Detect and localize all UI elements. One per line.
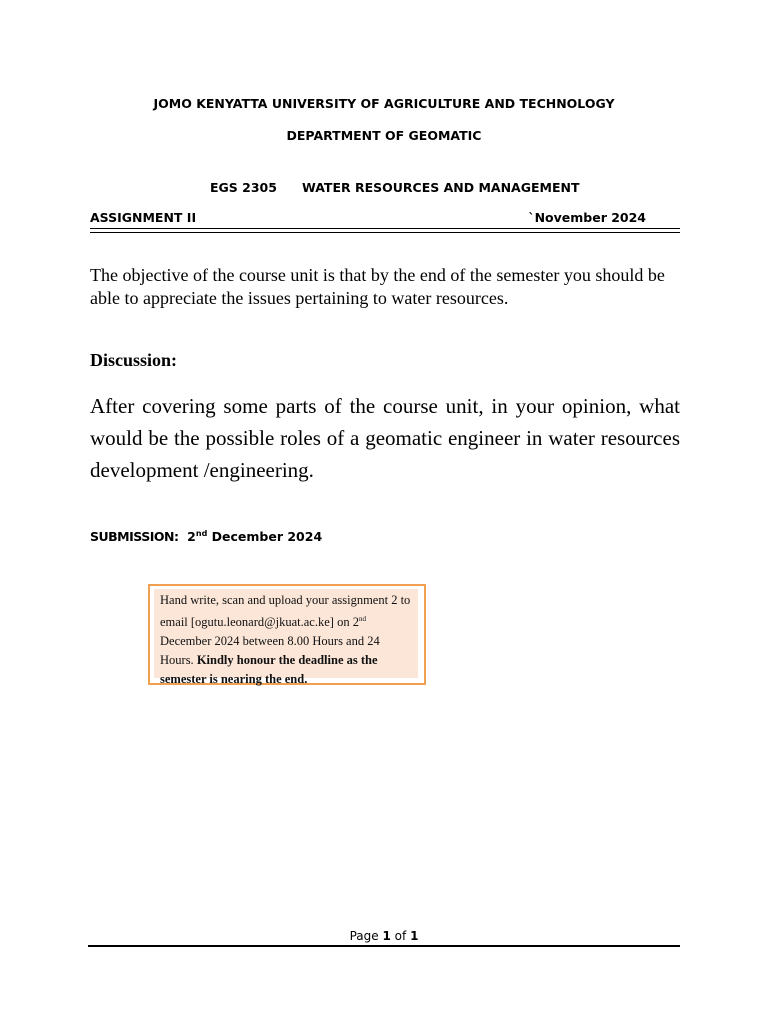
assignment-date: `November 2024 <box>528 210 646 225</box>
submission-label: SUBMISSION: <box>90 529 179 544</box>
discussion-question: After covering some parts of the course unit, in your opinion, what would be the possible roles of a geomatic engineer in water resources development /engineering. <box>90 394 680 482</box>
submission-notice-text <box>154 589 418 686</box>
course-title: WATER RESOURCES AND MANAGEMENT <box>302 180 580 195</box>
submission-date-rest: December 2024 <box>211 529 323 544</box>
submission-day: 2 <box>187 529 196 544</box>
notice-emphasis: Kindly honour the deadline as the semester is nearing the end. <box>160 653 378 686</box>
course-row <box>210 180 579 195</box>
notice-part-1: Hand write, scan and upload your assignment 2 to email [ogutu.leonard@jkuat.ac.ke] on 2 <box>160 593 411 629</box>
department-name: DEPARTMENT OF GEOMATIC <box>286 128 482 143</box>
page-footer <box>0 929 768 943</box>
submission-notice-box <box>148 584 426 685</box>
assignment-label: ASSIGNMENT II <box>90 210 197 225</box>
assignment-row <box>90 210 680 225</box>
footer-rule <box>88 945 680 947</box>
notice-part-2: December 2024 between 8.00 Hours and 24 Hours. <box>160 634 380 667</box>
footer-current-page: 1 <box>382 929 391 943</box>
footer-page-word: Page <box>349 929 379 943</box>
footer-of-word: of <box>394 929 407 943</box>
header-double-rule <box>90 228 680 233</box>
footer-total-pages: 1 <box>410 929 419 943</box>
university-name: JOMO KENYATTA UNIVERSITY OF AGRICULTURE AND TECHNOLOGY <box>153 96 615 111</box>
notice-sup: nd <box>358 615 366 623</box>
objective-paragraph: The objective of the course unit is that by the end of the semester you should be able to appreciate the issues pertaining to water resources. <box>90 265 665 308</box>
discussion-heading: Discussion: <box>90 350 178 370</box>
submission-line <box>90 529 322 544</box>
submission-day-suffix: nd <box>195 529 208 538</box>
course-code: EGS 2305 <box>210 180 277 195</box>
